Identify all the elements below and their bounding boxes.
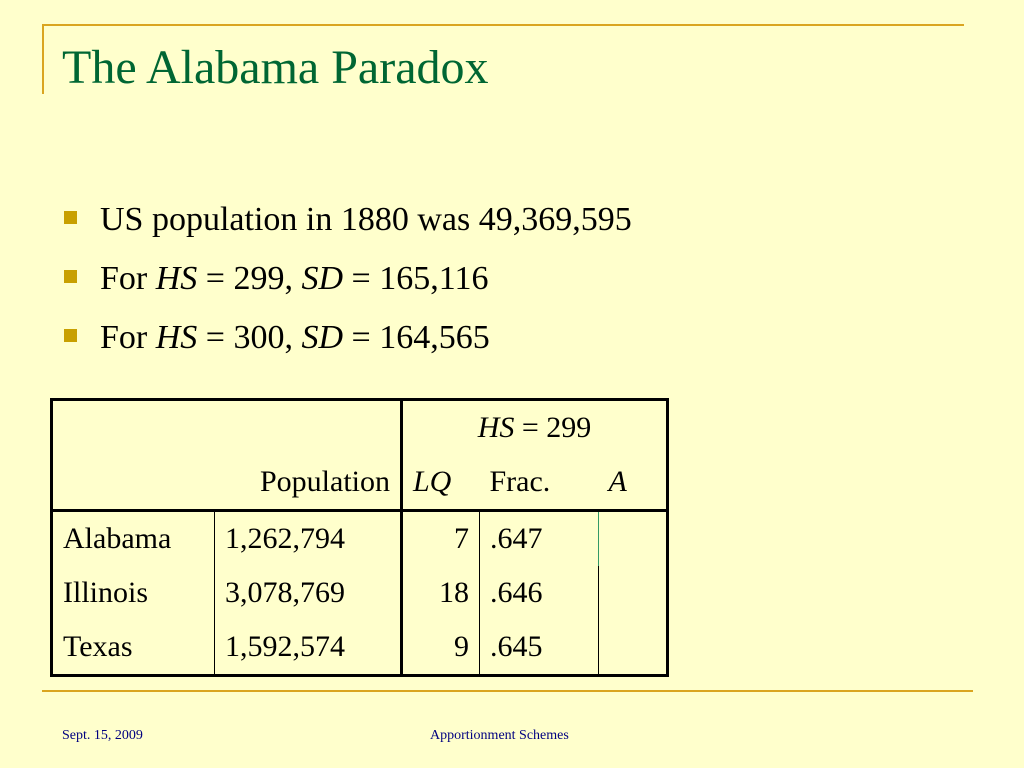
hs-value: = 299, bbox=[197, 260, 302, 297]
footer-date: Sept. 15, 2009 bbox=[62, 728, 143, 743]
bullet-prefix: For bbox=[100, 319, 156, 356]
population-cell: 3,078,769 bbox=[215, 566, 402, 620]
sd-label: SD bbox=[301, 260, 344, 297]
lq-label: LQ bbox=[413, 465, 452, 498]
hs-header-cell bbox=[402, 400, 668, 456]
sd-value: = 164,565 bbox=[343, 319, 490, 356]
state-cell: Alabama bbox=[52, 511, 215, 567]
bullet-list bbox=[64, 190, 632, 367]
footer-title: Apportionment Schemes bbox=[430, 728, 569, 743]
population-cell: 1,262,794 bbox=[215, 511, 402, 567]
state-cell: Illinois bbox=[52, 566, 215, 620]
bullet-item-hs-299 bbox=[64, 249, 632, 308]
population-cell: 1,592,574 bbox=[215, 620, 402, 676]
left-border-line bbox=[42, 24, 44, 94]
state-cell: Texas bbox=[52, 620, 215, 676]
sd-label: SD bbox=[301, 319, 344, 356]
bottom-border-line bbox=[42, 690, 973, 692]
sd-value: = 165,116 bbox=[343, 260, 489, 297]
hs-label: HS bbox=[155, 260, 198, 297]
bullet-item-hs-300 bbox=[64, 308, 632, 367]
a-label: A bbox=[608, 465, 627, 498]
frac-cell: .647 bbox=[480, 511, 599, 567]
hs-header-value: = 299 bbox=[514, 411, 592, 444]
hs-header-label: HS bbox=[477, 411, 515, 444]
frac-cell: .646 bbox=[480, 566, 599, 620]
lq-column-header bbox=[402, 455, 480, 511]
hs-value: = 300, bbox=[197, 319, 302, 356]
square-bullet-icon bbox=[64, 329, 77, 342]
table-row bbox=[52, 566, 668, 620]
table-header-row-2 bbox=[52, 455, 668, 511]
table-header-row-1 bbox=[52, 400, 668, 456]
frac-cell: .645 bbox=[480, 620, 599, 676]
square-bullet-icon bbox=[64, 270, 77, 283]
top-border-line bbox=[42, 24, 964, 26]
bullet-text: US population in 1880 was 49,369,595 bbox=[100, 201, 632, 238]
a-cell bbox=[599, 620, 668, 676]
lq-cell: 9 bbox=[402, 620, 480, 676]
apportionment-table-wrapper bbox=[50, 398, 669, 677]
header-empty-cell bbox=[52, 455, 215, 511]
table-row bbox=[52, 620, 668, 676]
a-column-header bbox=[599, 455, 668, 511]
population-column-header: Population bbox=[215, 455, 402, 511]
bullet-prefix: For bbox=[100, 260, 156, 297]
lq-cell: 18 bbox=[402, 566, 480, 620]
header-empty-cell bbox=[215, 400, 402, 456]
square-bullet-icon bbox=[64, 211, 77, 224]
lq-cell: 7 bbox=[402, 511, 480, 567]
a-cell bbox=[599, 566, 668, 620]
a-cell bbox=[599, 511, 668, 567]
frac-column-header: Frac. bbox=[489, 465, 551, 498]
hs-label: HS bbox=[155, 319, 198, 356]
table-row bbox=[52, 511, 668, 567]
bullet-item-population bbox=[64, 190, 632, 249]
header-empty-cell bbox=[52, 400, 215, 456]
slide-title: The Alabama Paradox bbox=[62, 41, 489, 94]
apportionment-table bbox=[50, 398, 669, 677]
